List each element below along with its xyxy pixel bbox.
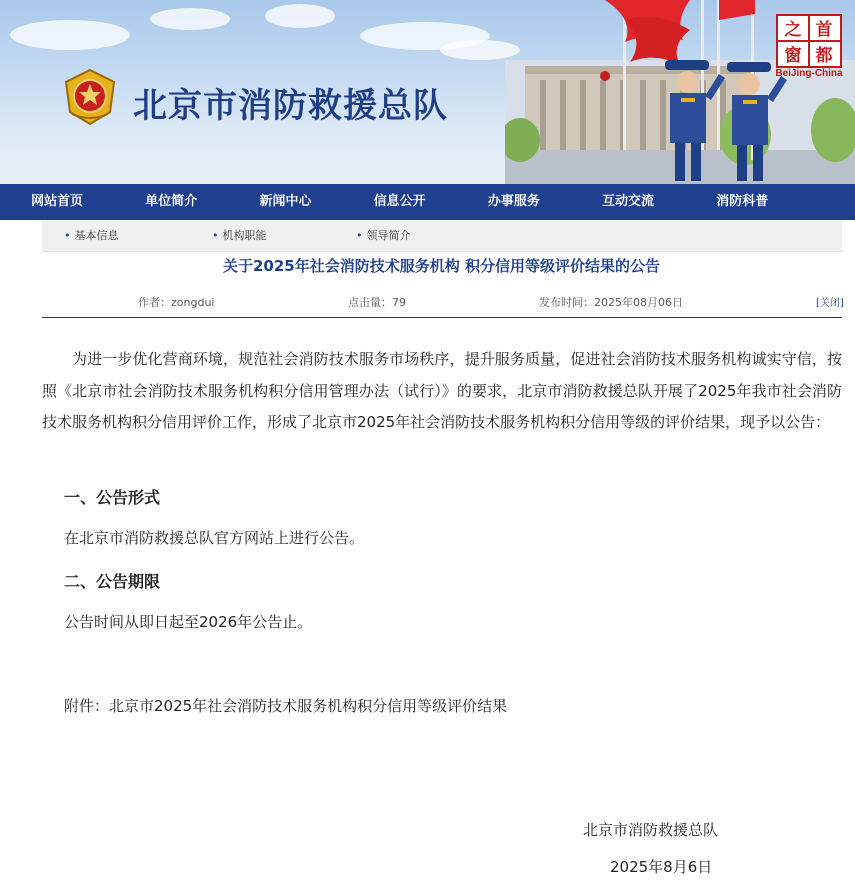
subnav-item-basic-info[interactable]	[64, 220, 119, 251]
bullet-icon: •	[356, 229, 363, 242]
title-divider	[42, 317, 842, 318]
main-nav	[0, 184, 855, 220]
sub-nav	[42, 220, 842, 252]
fire-rescue-emblem-icon	[62, 68, 118, 126]
nav-item-fire-science[interactable]: 消防科普	[716, 194, 769, 209]
nav-item-info-disclosure[interactable]: 信息公开	[373, 194, 426, 209]
article-intro: 为进一步优化营商环境，规范社会消防技术服务市场秩序，提升服务质量，促进社会消防技术服务机构诚实守信，按照《北京市社会消防技术服务机构积分信用管理办法（试行）》的要求，北京市消防救援总队开展了2025年我市社会消防技术服务机构积分信用评价工作，形成了北京市2025年社会消防技术服务机构积分信用等级的评价结果，现予以公告：	[42, 350, 842, 431]
section2-text: 公告时间从即日起至2026年公告止。	[64, 613, 313, 631]
bullet-icon: •	[64, 229, 71, 242]
article-publish-time: 发布时间：2025年08月06日	[539, 296, 683, 309]
article-title: 关于2025年社会消防技术服务机构 积分信用等级评价结果的公告	[223, 257, 660, 275]
nav-item-interaction[interactable]: 互动交流	[602, 194, 655, 209]
close-link[interactable]: [关闭]	[816, 298, 844, 309]
subnav-item-label: 基本信息	[74, 229, 119, 242]
header-banner	[0, 0, 855, 184]
nav-item-about[interactable]: 单位简介	[145, 194, 198, 209]
logo-char: 首	[815, 20, 833, 40]
cloud	[265, 4, 335, 28]
logo-char: 之	[784, 20, 802, 40]
section1-heading: 一、公告形式	[64, 488, 161, 507]
attachment-link[interactable]: 附件：北京市2025年社会消防技术服务机构积分信用等级评价结果	[64, 697, 508, 715]
logo-subtitle: BeiJing-China	[775, 68, 843, 79]
subnav-item-leaders[interactable]	[356, 220, 411, 251]
article-author: 作者：zongdui	[138, 296, 215, 309]
logo-char: 窗	[784, 46, 802, 66]
subnav-item-functions[interactable]	[212, 220, 267, 251]
logo-char: 都	[815, 46, 833, 66]
section1-text: 在北京市消防救援总队官方网站上进行公告。	[64, 529, 365, 547]
nav-item-news[interactable]: 新闻中心	[259, 194, 312, 209]
article-hits: 点击量：79	[348, 296, 406, 309]
nav-item-home[interactable]: 网站首页	[31, 194, 84, 209]
site-title: 北京市消防救援总队	[133, 86, 448, 126]
nav-item-services[interactable]: 办事服务	[487, 194, 540, 209]
cloud	[10, 20, 130, 50]
subnav-item-label: 机构职能	[222, 229, 267, 242]
signature-org: 北京市消防救援总队	[583, 821, 719, 839]
cloud	[150, 8, 230, 30]
subnav-item-label: 领导简介	[366, 229, 411, 242]
capital-window-logo[interactable]	[776, 14, 842, 76]
bullet-icon: •	[212, 229, 219, 242]
signature-date: 2025年8月6日	[610, 858, 713, 876]
section2-heading: 二、公告期限	[64, 572, 161, 591]
